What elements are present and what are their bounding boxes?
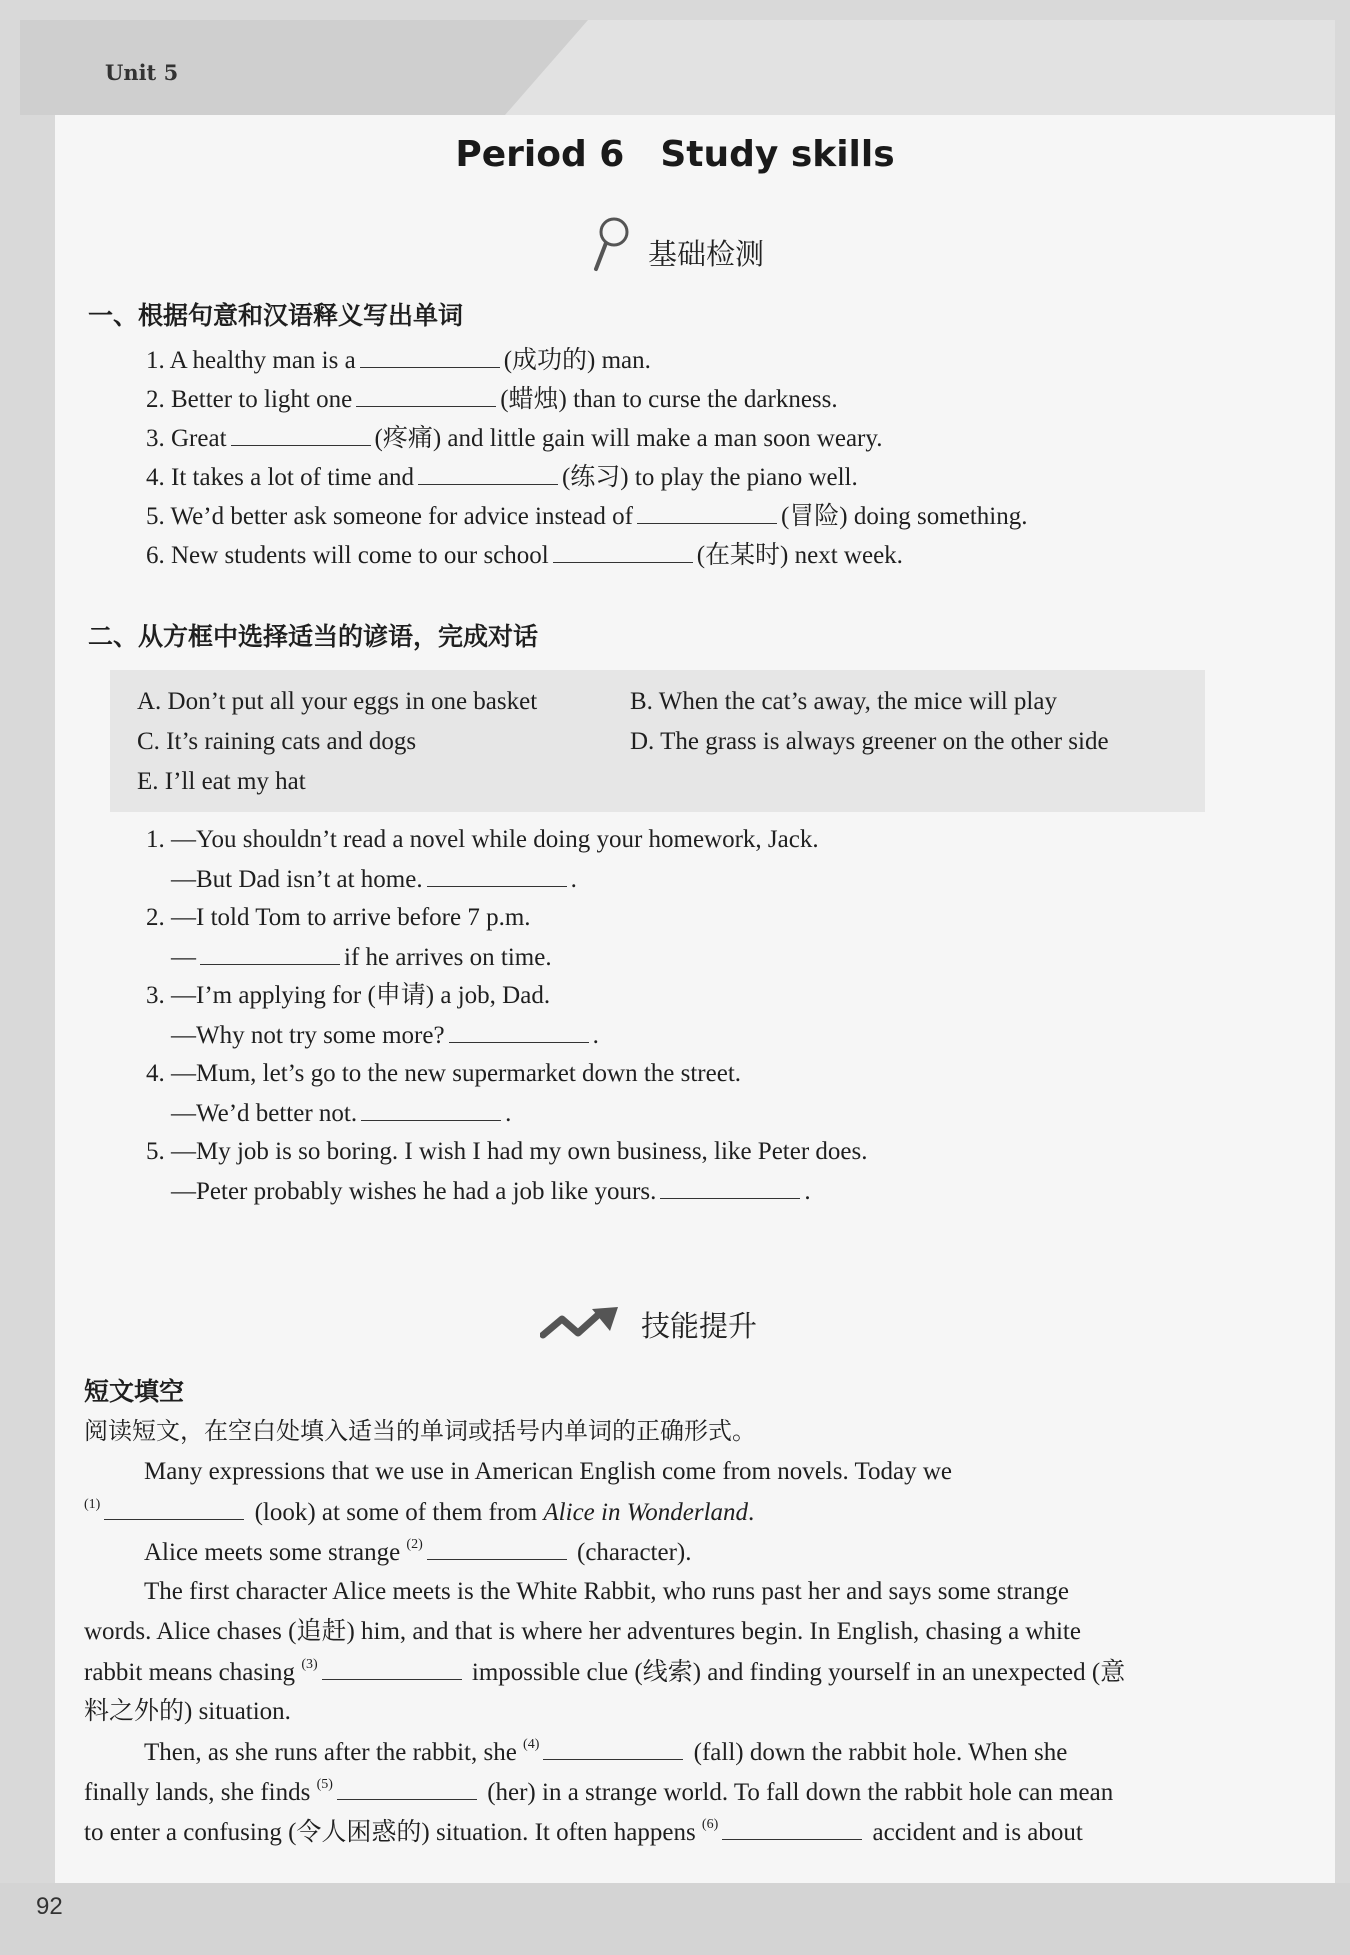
passage-line: to enter a confusing (令人困惑的) situation. It often happens $^{(6)}$ accident and is about: [84, 1817, 1083, 1846]
answer-blank[interactable]: [427, 1537, 567, 1560]
option-c: C. It’s raining cats and dogs: [137, 728, 417, 755]
exercise-item: 5. We’d better ask someone for advice instead of (冒险) doing something.: [146, 503, 1028, 530]
title-period: Period 6: [455, 134, 625, 175]
blank-number: (3): [301, 1657, 318, 1672]
answer-blank[interactable]: [360, 345, 500, 368]
passage-line: Then, as she runs after the rabbit, she $^{(4)}$ (fall) down the rabbit hole. When she: [144, 1737, 1068, 1766]
answer-blank[interactable]: [553, 540, 693, 563]
book-title: Alice in Wonderland: [543, 1499, 749, 1526]
passage-line: rabbit means chasing $^{(3)}$ impossible clue (线索) and finding yourself in an unexpected (意: [84, 1657, 1126, 1686]
dialogue-answer: —We’d better not. .: [171, 1100, 512, 1127]
dialogue-answer: —Peter probably wishes he had a job like yours. .: [171, 1178, 811, 1205]
passage-line: $^{(1)}$ (look) at some of them from Alice in Wonderland.: [84, 1497, 755, 1526]
exercise-item: 2. Better to light one (蜡烛) than to curse the darkness.: [146, 386, 838, 413]
dialogue-answer: —But Dad isn’t at home. .: [171, 866, 577, 893]
page-number: 92: [36, 1893, 63, 1920]
passage-line: finally lands, she finds $^{(5)}$ (her) in a strange world. To fall down the rabbit hole can mean: [84, 1777, 1114, 1806]
magnifier-icon: [590, 215, 632, 278]
dialogue-question: 2. —I told Tom to arrive before 7 p.m.: [146, 904, 531, 931]
dialogue-question: 5. —My job is so boring. I wish I had my own business, like Peter does.: [146, 1138, 868, 1165]
exercise-item: 3. Great (疼痛) and little gain will make a man soon weary.: [146, 425, 883, 452]
top-band: [20, 20, 1335, 115]
blank-number: (5): [316, 1777, 333, 1792]
dialogue-question: 1. —You shouldn’t read a novel while doing your homework, Jack.: [146, 826, 819, 853]
cloze-heading: 短文填空: [84, 1377, 185, 1406]
part2-heading: 二、从方框中选择适当的谚语，完成对话: [88, 622, 539, 651]
exercise-item: 1. A healthy man is a (成功的) man.: [146, 347, 651, 374]
exercise-item: 4. It takes a lot of time and (练习) to play the piano well.: [146, 464, 858, 491]
answer-blank[interactable]: [356, 384, 496, 407]
trend-arrow-icon: [540, 1305, 622, 1348]
dialogue-answer: — if he arrives on time.: [171, 944, 552, 971]
blank-number: (4): [523, 1737, 540, 1752]
exercise-item: 6. New students will come to our school (在某时) next week.: [146, 542, 903, 569]
blank-number: (6): [701, 1817, 719, 1832]
option-d: D. The grass is always greener on the other side: [630, 728, 1109, 755]
answer-blank[interactable]: [200, 942, 340, 965]
option-e: E. I’ll eat my hat: [137, 768, 306, 795]
passage-line: The first character Alice meets is the White Rabbit, who runs past her and says some strange: [144, 1578, 1069, 1605]
blank-number: (2): [406, 1537, 423, 1552]
answer-blank[interactable]: [543, 1737, 683, 1760]
answer-blank[interactable]: [722, 1817, 862, 1840]
page-title: [0, 134, 1350, 175]
dialogue-answer: —Why not try some more? .: [171, 1022, 599, 1049]
section-basic-label: 基础检测: [648, 237, 765, 271]
section-skills-label: 技能提升: [641, 1309, 758, 1343]
answer-blank[interactable]: [361, 1098, 501, 1121]
blank-number: (1): [84, 1497, 101, 1512]
passage-line: Many expressions that we use in American English come from novels. Today we: [144, 1458, 953, 1485]
unit-label: Unit 5: [105, 60, 179, 85]
answer-blank[interactable]: [427, 864, 567, 887]
answer-blank[interactable]: [322, 1657, 462, 1680]
passage-line: 料之外的) situation.: [84, 1698, 291, 1725]
option-b: B. When the cat’s away, the mice will play: [630, 688, 1057, 715]
answer-blank[interactable]: [418, 462, 558, 485]
part1-heading: 一、根据句意和汉语释义写出单词: [88, 301, 464, 330]
option-a: A. Don’t put all your eggs in one basket: [137, 688, 538, 715]
title-topic: Study skills: [660, 134, 895, 175]
answer-blank[interactable]: [231, 423, 371, 446]
dialogue-question: 3. —I’m applying for (申请) a job, Dad.: [146, 982, 551, 1009]
passage-line: words. Alice chases (追赶) him, and that is where her adventures begin. In English, chasing a white: [84, 1618, 1081, 1645]
cloze-instruction: 阅读短文，在空白处填入适当的单词或括号内单词的正确形式。: [84, 1419, 756, 1445]
passage-line: Alice meets some strange $^{(2)}$ (character).: [144, 1537, 692, 1566]
answer-blank[interactable]: [337, 1777, 477, 1800]
answer-blank[interactable]: [637, 501, 777, 524]
answer-blank[interactable]: [104, 1497, 244, 1520]
answer-blank[interactable]: [660, 1176, 800, 1199]
answer-blank[interactable]: [449, 1020, 589, 1043]
bottom-band: [0, 1883, 1350, 1955]
dialogue-question: 4. —Mum, let’s go to the new supermarket down the street.: [146, 1060, 742, 1087]
